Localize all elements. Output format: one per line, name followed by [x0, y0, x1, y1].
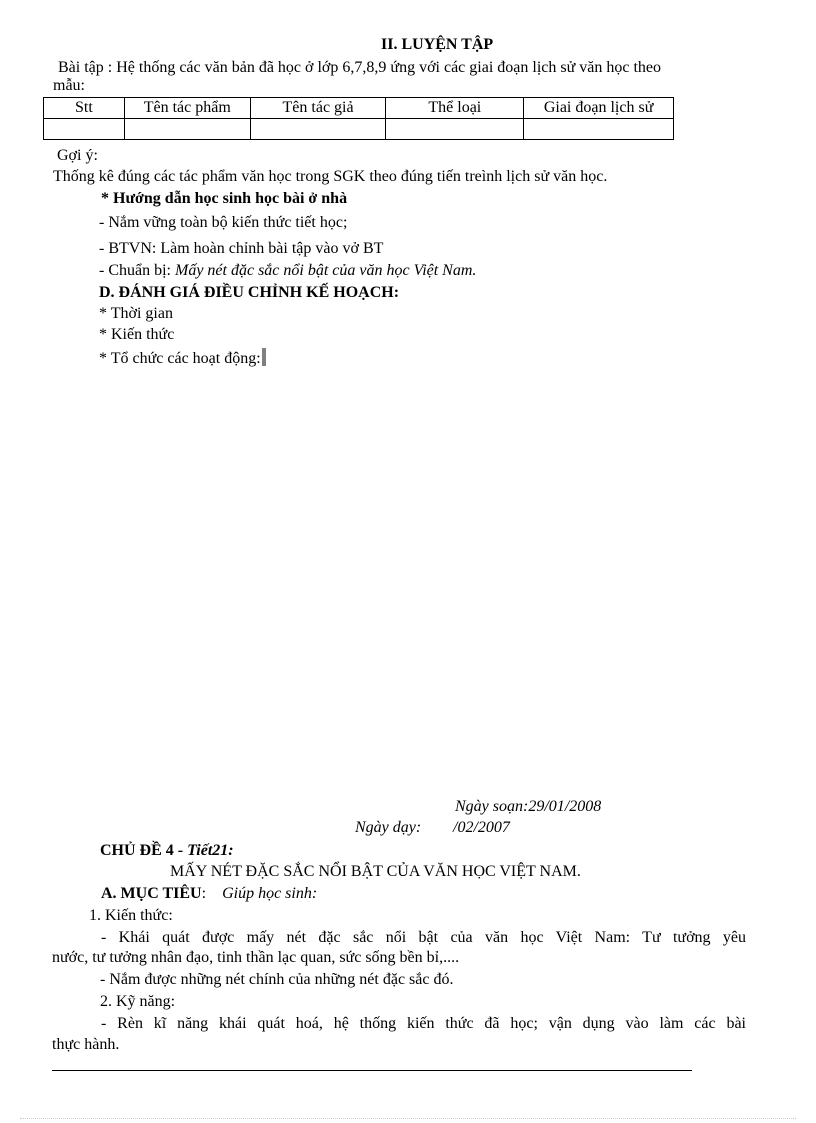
homework-item-3 — [99, 261, 476, 281]
knowledge-item-2: - Nắm được những nét chính của những nét đặc sắc đó. — [100, 971, 454, 988]
homework-item-1: - Nắm vững toàn bộ kiến thức tiết học; — [99, 214, 348, 231]
table-cell — [44, 119, 125, 140]
column-header: Tên tác giả — [250, 98, 386, 119]
template-table — [43, 97, 674, 140]
exercise-line-1: Bài tập : Hệ thống các văn bản đã học ở lớp 6,7,8,9 ứng với các giai đoạn lịch sử văn học theo — [58, 59, 662, 76]
footer-rule — [52, 1070, 692, 1071]
table-cell — [386, 119, 524, 140]
knowledge-label: 1. Kiến thức: — [89, 907, 173, 924]
date-taught-label: Ngày dạy: — [355, 819, 422, 836]
hint-label: Gợi ý: — [57, 147, 98, 164]
evaluation-item-activities — [99, 348, 266, 369]
section-title: II. LUYỆN TẬP — [381, 36, 494, 53]
topic-title: MẤY NÉT ĐẶC SẮC NỔI BẬT CỦA VĂN HỌC VIỆT NAM. — [170, 863, 581, 880]
homework-item-2: - BTVN: Làm hoàn chỉnh bài tập vào vở BT — [99, 240, 384, 257]
homework-item-3-prefix: - Chuẩn bị: — [99, 262, 175, 279]
table-cell — [250, 119, 386, 140]
topic-prefix: CHỦ ĐỀ 4 - — [100, 842, 188, 859]
evaluation-item-knowledge: * Kiến thức — [99, 326, 175, 343]
column-header: Thể loại — [386, 98, 524, 119]
column-header: Tên tác phẩm — [124, 98, 250, 119]
table-header-row — [44, 98, 674, 119]
exercise-line-2: mẫu: — [53, 77, 85, 94]
objectives-colon: : — [201, 885, 207, 902]
skills-item-1-line-1: - Rèn kĩ năng khái quát hoá, hệ thống kiến thức đã học; vận dụng vào làm các bài — [101, 1015, 746, 1032]
column-header: Giai đoạn lịch sử — [524, 98, 674, 119]
hint-text: Thống kê đúng các tác phẩm văn học trong SGK theo đúng tiến treình lịch sử văn học. — [53, 168, 608, 185]
table-cell — [124, 119, 250, 140]
objectives-subtitle: Giúp học sinh: — [222, 885, 318, 902]
date-taught-value: /02/2007 — [453, 819, 510, 836]
topic-heading — [100, 841, 234, 861]
evaluation-item-time: * Thời gian — [99, 305, 173, 322]
homework-title: * Hướng dẫn học sinh học bài ở nhà — [101, 190, 348, 207]
skills-item-1-line-2: thực hành. — [52, 1036, 120, 1053]
knowledge-item-1-line-2: nước, tư tưởng nhân đạo, tinh thần lạc quan, sức sống bền bỉ,.... — [52, 949, 460, 966]
evaluation-item-activities-text: * Tổ chức các hoạt động: — [99, 350, 261, 367]
knowledge-item-1-line-1: - Khái quát được mấy nét đặc sắc nổi bật của văn học Việt Nam: Tư tưởng yêu — [101, 929, 746, 946]
lesson-number: Tiết21: — [187, 842, 234, 859]
page-bottom-border — [20, 1118, 796, 1119]
next-lesson-title: Mấy nét đặc sắc nổi bật của văn học Việt Nam. — [175, 262, 477, 279]
objectives-title: A. MỤC TIÊU — [101, 885, 202, 902]
table-row — [44, 119, 674, 140]
column-header: Stt — [44, 98, 125, 119]
objectives-heading — [101, 884, 317, 904]
text-cursor — [262, 348, 266, 366]
table-cell — [524, 119, 674, 140]
evaluation-title: D. ĐÁNH GIÁ ĐIỀU CHỈNH KẾ HOẠCH: — [99, 284, 400, 301]
skills-label: 2. Kỹ năng: — [100, 993, 176, 1010]
date-prepared: Ngày soạn:29/01/2008 — [455, 798, 602, 815]
